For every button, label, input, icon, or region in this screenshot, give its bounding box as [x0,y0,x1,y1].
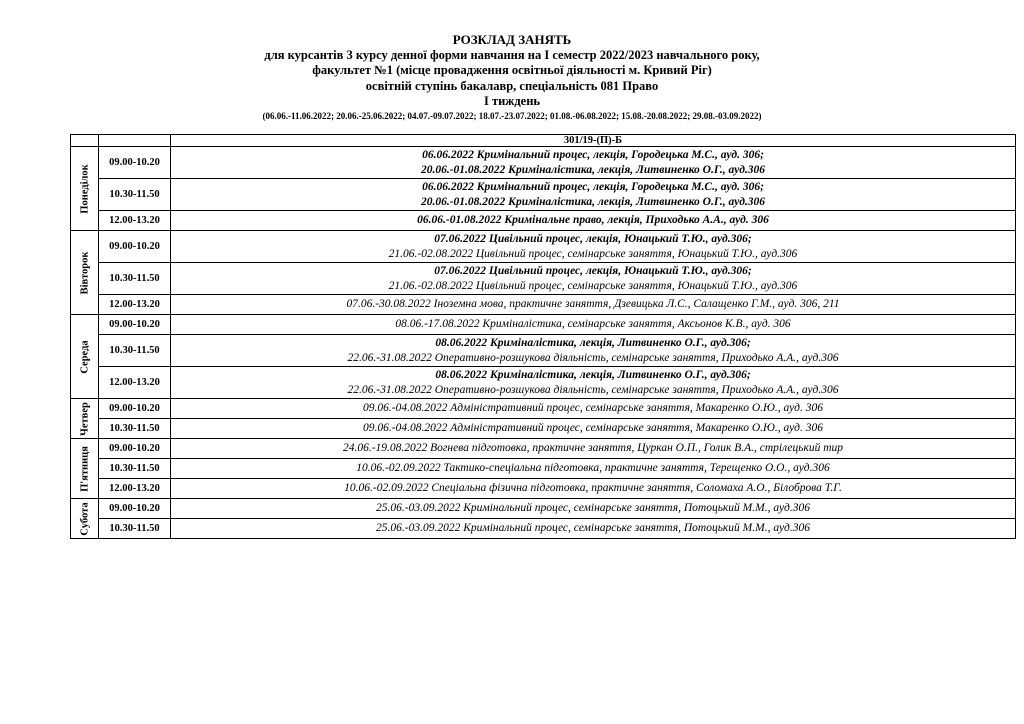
group-code: 301/19-(П)-Б [171,135,1016,147]
time-slot: 09.00-10.20 [99,399,171,419]
class-cell [171,419,1016,439]
class-entry: 06.06.2022 Кримінальний процес, лекція, Городецька М.С., ауд. 306; [422,180,764,193]
day-name: Вівторок [79,251,90,294]
week-label: І тиждень [483,94,541,108]
class-cell [171,315,1016,335]
class-cell [171,399,1016,419]
class-cell [171,459,1016,479]
subtitle-faculty: факультет №1 (місце провадження освітньої діяльності м. Кривий Ріг) [312,63,712,77]
day-name: Четвер [79,401,90,436]
time-slot: 10.30-11.50 [99,179,171,211]
subtitle-audience: для курсантів 3 курсу денної форми навчання на І семестр 2022/2023 навчального року, [264,47,760,62]
class-cell [171,367,1016,399]
class-entry: 09.06.-04.08.2022 Адміністративний процес, семінарське заняття, Макаренко О.Ю., ауд. 306 [363,402,823,414]
schedule-body [71,147,1016,539]
class-cell [171,147,1016,179]
class-entry: 10.06.-02.09.2022 Тактико-спеціальна підготовка, практичне заняття, Терещенко О.О., ауд.306 [356,462,830,474]
class-entry: 09.06.-04.08.2022 Адміністративний процес, семінарське заняття, Макаренко О.Ю., ауд. 306 [363,422,823,434]
day-cell [71,499,99,539]
time-slot: 12.00-13.20 [99,367,171,399]
class-entry: 22.06.-31.08.2022 Оперативно-розшукова діяльність, семінарське заняття, Приходько А.А., ауд.306 [347,383,839,396]
table-row [71,367,1016,399]
schedule-table [70,134,1016,539]
table-row [71,499,1016,519]
time-slot: 10.30-11.50 [99,459,171,479]
table-row [71,147,1016,179]
class-entry: 25.06.-03.09.2022 Кримінальний процес, семінарське заняття, Потоцький М.М., ауд.306 [376,522,810,534]
class-entry: 20.06.-01.08.2022 Криміналістика, лекція, Литвиненко О.Г., ауд.306 [420,163,766,176]
day-name: Середа [79,339,90,374]
table-row [71,479,1016,499]
class-entry: 07.06.2022 Цивільний процес, лекція, Юнацький Т.Ю., ауд.306; [434,232,752,245]
day-cell [71,439,99,499]
time-slot: 12.00-13.20 [99,295,171,315]
class-cell [171,231,1016,263]
class-entry: 06.06.-01.08.2022 Кримінальне право, лекція, Приходько А.А., ауд. 306 [417,214,769,226]
table-row [71,419,1016,439]
time-slot: 09.00-10.20 [99,499,171,519]
day-name: П'ятниця [79,445,90,492]
time-slot: 12.00-13.20 [99,211,171,231]
day-cell [71,231,99,315]
class-entry: 21.06.-02.08.2022 Цивільний процес, семінарське заняття, Юнацький Т.Ю., ауд.306 [388,279,798,292]
class-entry: 08.06.2022 Криміналістика, лекція, Литвиненко О.Г., ауд.306; [435,368,751,381]
time-slot: 09.00-10.20 [99,439,171,459]
class-entry: 08.06.2022 Криміналістика, лекція, Литвиненко О.Г., ауд.306; [435,336,751,349]
table-row [71,295,1016,315]
class-cell [171,335,1016,367]
class-entry: 22.06.-31.08.2022 Оперативно-розшукова діяльність, семінарське заняття, Приходько А.А., ауд.306 [347,351,839,364]
class-entry: 07.06.-30.08.2022 Іноземна мова, практичне заняття, Дзевицька Л.С., Салащенко Г.М., ауд. 306, 211 [346,298,840,310]
day-cell [71,399,99,439]
class-cell [171,519,1016,539]
document-header [0,32,1024,123]
day-cell [71,315,99,399]
time-slot: 10.30-11.50 [99,419,171,439]
class-cell [171,439,1016,459]
time-slot: 12.00-13.20 [99,479,171,499]
class-cell [171,499,1016,519]
time-slot: 10.30-11.50 [99,519,171,539]
class-entry: 06.06.2022 Кримінальний процес, лекція, Городецька М.С., ауд. 306; [422,148,764,161]
class-entry: 24.06.-19.08.2022 Вогнева підготовка, практичне заняття, Цуркан О.П., Голик В.А., стрілецький тир [342,442,844,454]
class-entry: 08.06.-17.08.2022 Криміналістика, семінарське заняття, Аксьонов К.В., ауд. 306 [395,318,791,330]
class-entry: 20.06.-01.08.2022 Криміналістика, лекція, Литвиненко О.Г., ауд.306 [420,195,766,208]
time-slot: 09.00-10.20 [99,147,171,179]
time-slot: 10.30-11.50 [99,263,171,295]
time-slot: 09.00-10.20 [99,231,171,263]
subtitle-degree: освітній ступінь бакалавр, спеціальність 081 Право [365,78,659,93]
table-row [71,179,1016,211]
class-entry: 21.06.-02.08.2022 Цивільний процес, семінарське заняття, Юнацький Т.Ю., ауд.306 [388,247,798,260]
day-name: Субота [79,501,90,536]
class-entry: 10.06.-02.09.2022 Спеціальна фізична підготовка, практичне заняття, Соломаха А.О., Білоброва Т.Г. [344,482,842,494]
table-row [71,211,1016,231]
class-cell [171,479,1016,499]
day-name: Понеділок [79,163,90,214]
class-cell [171,295,1016,315]
table-row [71,399,1016,419]
header-empty-cell [99,135,171,147]
table-row [71,519,1016,539]
time-slot: 09.00-10.20 [99,315,171,335]
class-entry: 07.06.2022 Цивільний процес, лекція, Юнацький Т.Ю., ауд.306; [434,264,752,277]
time-slot: 10.30-11.50 [99,335,171,367]
page-title: РОЗКЛАД ЗАНЯТЬ [452,32,572,47]
week-dates: (06.06.-11.06.2022; 20.06.-25.06.2022; 04.07.-09.07.2022; 18.07.-23.07.2022; 01.08.-06.08.2022; 15.08.-20.08.2022; 29.08.-03.09.2022) [262,110,762,121]
table-row [71,315,1016,335]
table-row [71,335,1016,367]
class-entry: 25.06.-03.09.2022 Кримінальний процес, семінарське заняття, Потоцький М.М., ауд.306 [376,502,810,514]
table-header-row [71,135,1016,147]
table-row [71,263,1016,295]
class-cell [171,179,1016,211]
table-row [71,231,1016,263]
class-cell [171,263,1016,295]
header-empty-cell [71,135,99,147]
day-cell [71,147,99,231]
table-row [71,459,1016,479]
class-cell [171,211,1016,231]
table-row [71,439,1016,459]
